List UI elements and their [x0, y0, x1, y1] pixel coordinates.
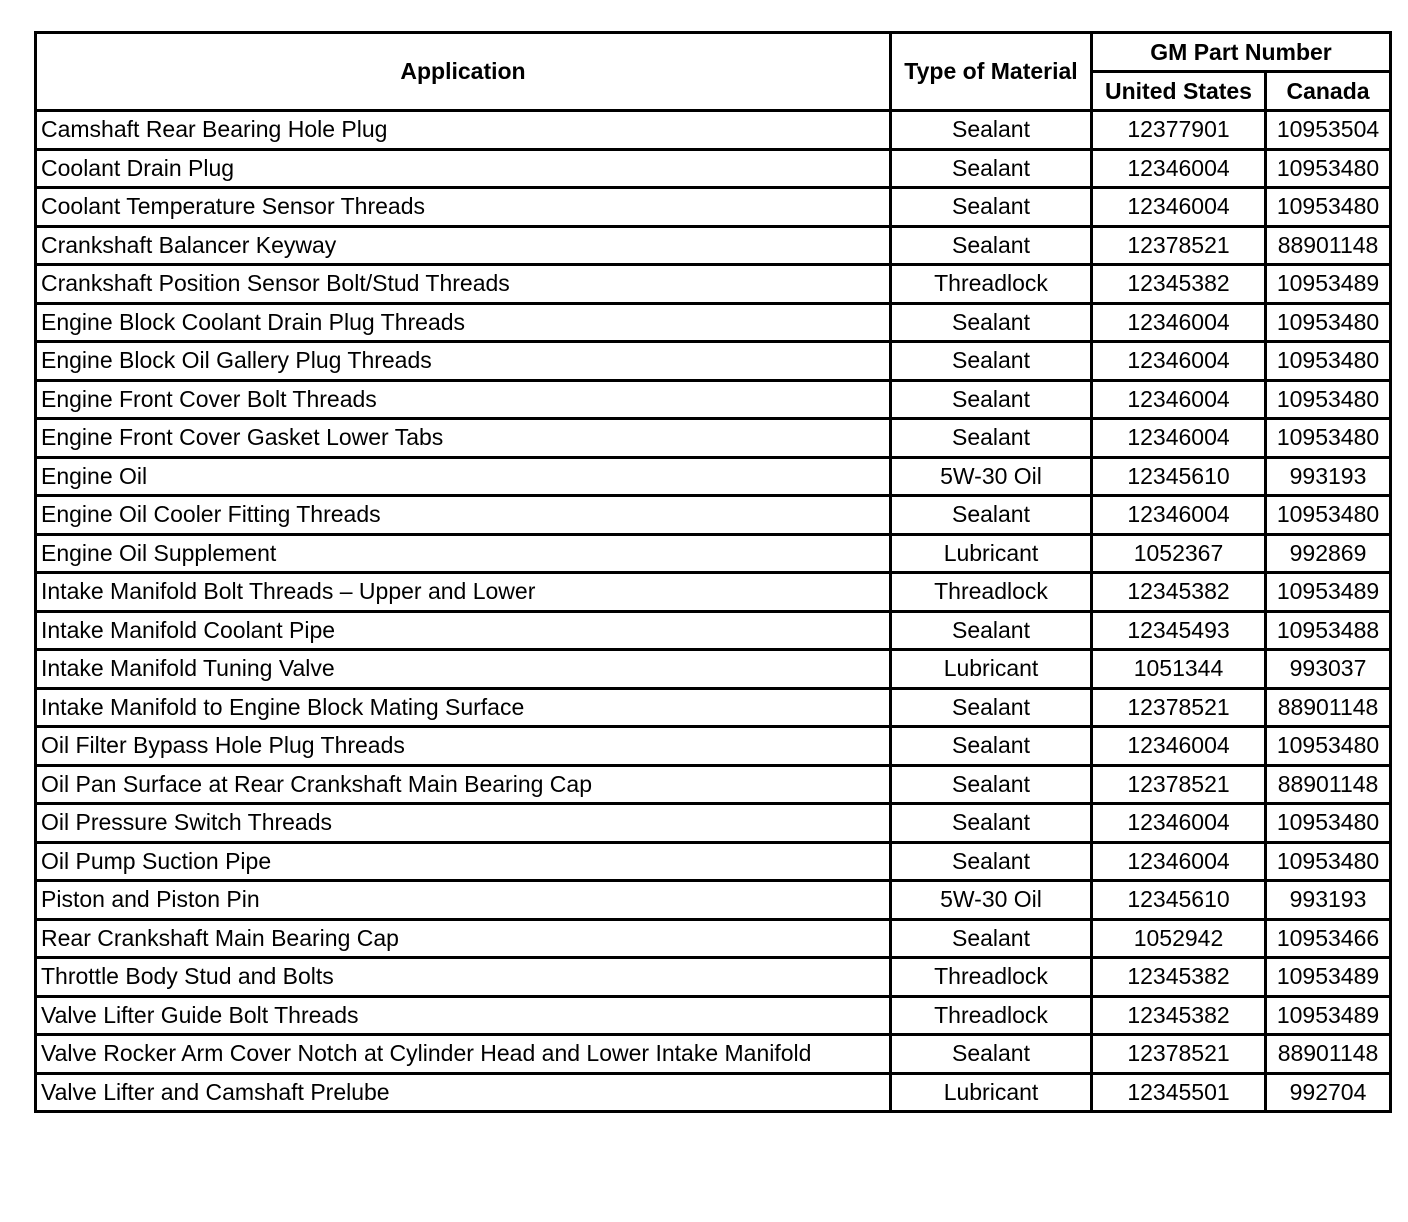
application-cell: Engine Block Coolant Drain Plug Threads [36, 303, 891, 342]
canada-part-number-cell: 10953480 [1266, 496, 1391, 535]
table-row [36, 226, 1391, 265]
table-row [36, 958, 1391, 997]
material-cell: Sealant [891, 765, 1092, 804]
material-cell: Sealant [891, 919, 1092, 958]
table-row [36, 765, 1391, 804]
header-material: Type of Material [891, 33, 1092, 111]
material-cell: Lubricant [891, 534, 1092, 573]
us-part-number-cell: 12345610 [1092, 457, 1266, 496]
material-cell: Sealant [891, 727, 1092, 766]
application-cell: Camshaft Rear Bearing Hole Plug [36, 111, 891, 150]
material-cell: Sealant [891, 1035, 1092, 1074]
application-cell: Piston and Piston Pin [36, 881, 891, 920]
canada-part-number-cell: 88901148 [1266, 688, 1391, 727]
header-canada: Canada [1266, 72, 1391, 111]
us-part-number-cell: 12346004 [1092, 804, 1266, 843]
us-part-number-cell: 12378521 [1092, 765, 1266, 804]
material-cell: Sealant [891, 496, 1092, 535]
material-cell: Sealant [891, 688, 1092, 727]
table-row [36, 573, 1391, 612]
canada-part-number-cell: 993193 [1266, 881, 1391, 920]
material-cell: Sealant [891, 226, 1092, 265]
canada-part-number-cell: 10953466 [1266, 919, 1391, 958]
canada-part-number-cell: 10953489 [1266, 996, 1391, 1035]
us-part-number-cell: 12345382 [1092, 958, 1266, 997]
material-cell: 5W-30 Oil [891, 457, 1092, 496]
us-part-number-cell: 1052367 [1092, 534, 1266, 573]
application-cell: Intake Manifold to Engine Block Mating Surface [36, 688, 891, 727]
canada-part-number-cell: 10953489 [1266, 958, 1391, 997]
header-united-states: United States [1092, 72, 1266, 111]
table-row [36, 1035, 1391, 1074]
header-application: Application [36, 33, 891, 111]
parts-table [34, 31, 1392, 1113]
us-part-number-cell: 12345493 [1092, 611, 1266, 650]
us-part-number-cell: 12346004 [1092, 149, 1266, 188]
table-row [36, 496, 1391, 535]
application-cell: Oil Filter Bypass Hole Plug Threads [36, 727, 891, 766]
us-part-number-cell: 12346004 [1092, 303, 1266, 342]
material-cell: Threadlock [891, 958, 1092, 997]
us-part-number-cell: 12346004 [1092, 727, 1266, 766]
table-row [36, 1073, 1391, 1112]
table-row [36, 380, 1391, 419]
application-cell: Oil Pan Surface at Rear Crankshaft Main Bearing Cap [36, 765, 891, 804]
canada-part-number-cell: 10953489 [1266, 573, 1391, 612]
application-cell: Engine Block Oil Gallery Plug Threads [36, 342, 891, 381]
table-row [36, 111, 1391, 150]
application-cell: Intake Manifold Bolt Threads – Upper and Lower [36, 573, 891, 612]
table-row [36, 342, 1391, 381]
canada-part-number-cell: 88901148 [1266, 765, 1391, 804]
table-row [36, 650, 1391, 689]
table-row [36, 881, 1391, 920]
material-cell: 5W-30 Oil [891, 881, 1092, 920]
table-row [36, 996, 1391, 1035]
table-row [36, 804, 1391, 843]
us-part-number-cell: 12345382 [1092, 573, 1266, 612]
canada-part-number-cell: 993037 [1266, 650, 1391, 689]
table-row [36, 688, 1391, 727]
material-cell: Sealant [891, 342, 1092, 381]
table-row [36, 919, 1391, 958]
table-row [36, 457, 1391, 496]
application-cell: Valve Lifter Guide Bolt Threads [36, 996, 891, 1035]
us-part-number-cell: 12345382 [1092, 996, 1266, 1035]
table-row [36, 149, 1391, 188]
application-cell: Intake Manifold Coolant Pipe [36, 611, 891, 650]
canada-part-number-cell: 10953480 [1266, 188, 1391, 227]
material-cell: Threadlock [891, 573, 1092, 612]
canada-part-number-cell: 10953480 [1266, 149, 1391, 188]
us-part-number-cell: 12346004 [1092, 342, 1266, 381]
material-cell: Lubricant [891, 1073, 1092, 1112]
canada-part-number-cell: 10953480 [1266, 804, 1391, 843]
application-cell: Valve Lifter and Camshaft Prelube [36, 1073, 891, 1112]
canada-part-number-cell: 992869 [1266, 534, 1391, 573]
table-row [36, 842, 1391, 881]
application-cell: Oil Pump Suction Pipe [36, 842, 891, 881]
application-cell: Coolant Drain Plug [36, 149, 891, 188]
material-cell: Sealant [891, 611, 1092, 650]
canada-part-number-cell: 10953480 [1266, 380, 1391, 419]
us-part-number-cell: 12378521 [1092, 226, 1266, 265]
table-row [36, 534, 1391, 573]
canada-part-number-cell: 10953480 [1266, 303, 1391, 342]
us-part-number-cell: 12378521 [1092, 688, 1266, 727]
header-gm-part-number: GM Part Number [1092, 33, 1391, 72]
us-part-number-cell: 12346004 [1092, 380, 1266, 419]
application-cell: Engine Oil Supplement [36, 534, 891, 573]
application-cell: Engine Front Cover Bolt Threads [36, 380, 891, 419]
application-cell: Coolant Temperature Sensor Threads [36, 188, 891, 227]
us-part-number-cell: 12346004 [1092, 188, 1266, 227]
table-body [36, 111, 1391, 1112]
table-row [36, 265, 1391, 304]
us-part-number-cell: 12377901 [1092, 111, 1266, 150]
canada-part-number-cell: 992704 [1266, 1073, 1391, 1112]
us-part-number-cell: 12378521 [1092, 1035, 1266, 1074]
us-part-number-cell: 1051344 [1092, 650, 1266, 689]
application-cell: Valve Rocker Arm Cover Notch at Cylinder Head and Lower Intake Manifold [36, 1035, 891, 1074]
us-part-number-cell: 12346004 [1092, 419, 1266, 458]
material-cell: Sealant [891, 111, 1092, 150]
material-cell: Sealant [891, 380, 1092, 419]
material-cell: Lubricant [891, 650, 1092, 689]
material-cell: Sealant [891, 419, 1092, 458]
canada-part-number-cell: 88901148 [1266, 226, 1391, 265]
canada-part-number-cell: 10953480 [1266, 842, 1391, 881]
material-cell: Threadlock [891, 265, 1092, 304]
us-part-number-cell: 12346004 [1092, 842, 1266, 881]
material-cell: Sealant [891, 804, 1092, 843]
application-cell: Engine Front Cover Gasket Lower Tabs [36, 419, 891, 458]
table-row [36, 303, 1391, 342]
material-cell: Sealant [891, 842, 1092, 881]
us-part-number-cell: 12345501 [1092, 1073, 1266, 1112]
header-row-1 [36, 33, 1391, 72]
us-part-number-cell: 12346004 [1092, 496, 1266, 535]
canada-part-number-cell: 10953480 [1266, 342, 1391, 381]
application-cell: Throttle Body Stud and Bolts [36, 958, 891, 997]
canada-part-number-cell: 10953480 [1266, 419, 1391, 458]
material-cell: Threadlock [891, 996, 1092, 1035]
table-row [36, 727, 1391, 766]
application-cell: Rear Crankshaft Main Bearing Cap [36, 919, 891, 958]
us-part-number-cell: 12345610 [1092, 881, 1266, 920]
canada-part-number-cell: 993193 [1266, 457, 1391, 496]
application-cell: Crankshaft Balancer Keyway [36, 226, 891, 265]
material-cell: Sealant [891, 188, 1092, 227]
canada-part-number-cell: 10953480 [1266, 727, 1391, 766]
canada-part-number-cell: 10953504 [1266, 111, 1391, 150]
table-row [36, 188, 1391, 227]
application-cell: Oil Pressure Switch Threads [36, 804, 891, 843]
us-part-number-cell: 12345382 [1092, 265, 1266, 304]
table-row [36, 611, 1391, 650]
table-row [36, 419, 1391, 458]
application-cell: Engine Oil [36, 457, 891, 496]
canada-part-number-cell: 10953489 [1266, 265, 1391, 304]
canada-part-number-cell: 10953488 [1266, 611, 1391, 650]
application-cell: Engine Oil Cooler Fitting Threads [36, 496, 891, 535]
us-part-number-cell: 1052942 [1092, 919, 1266, 958]
material-cell: Sealant [891, 149, 1092, 188]
application-cell: Intake Manifold Tuning Valve [36, 650, 891, 689]
application-cell: Crankshaft Position Sensor Bolt/Stud Threads [36, 265, 891, 304]
material-cell: Sealant [891, 303, 1092, 342]
canada-part-number-cell: 88901148 [1266, 1035, 1391, 1074]
